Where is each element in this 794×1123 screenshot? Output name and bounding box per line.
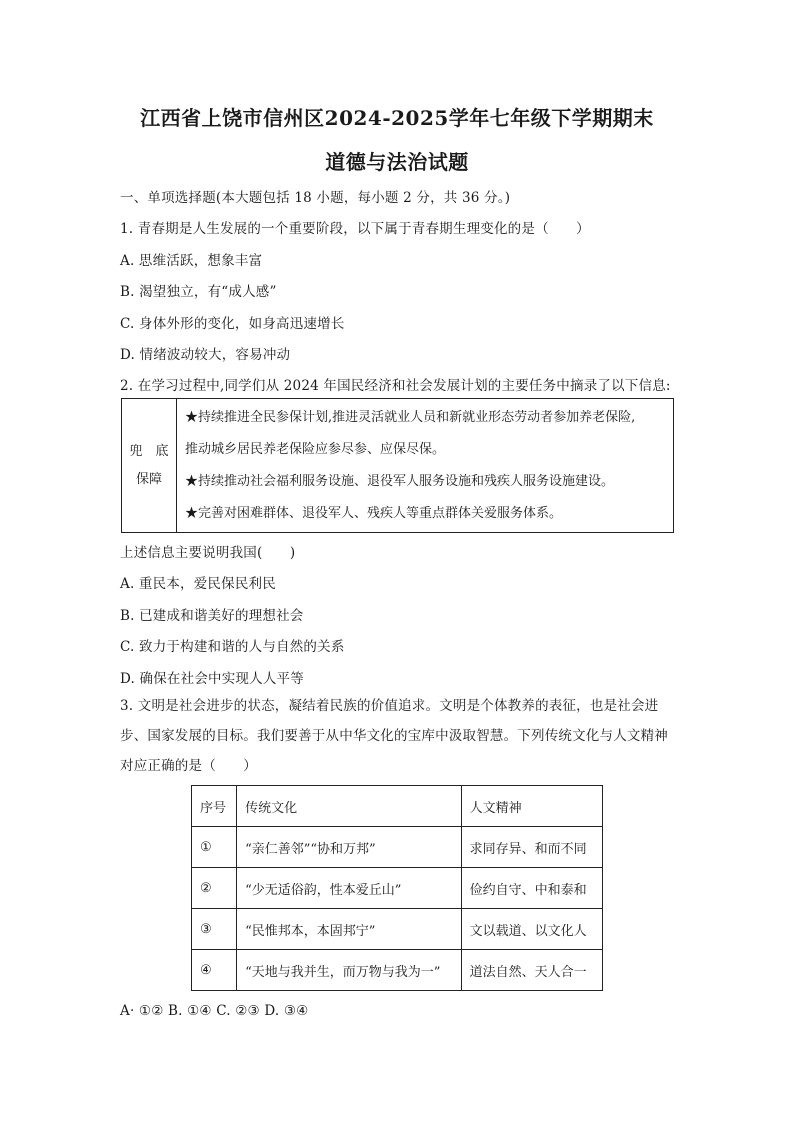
q2-info-line: ★持续推动社会福利服务设施、退役军人服务设施和残疾人服务设施建设。 xyxy=(185,473,615,489)
row-culture: “少无适俗韵，性本爱丘山” xyxy=(237,868,462,909)
header-spirit: 人文精神 xyxy=(461,786,602,827)
q1-option-b: B. 渴望独立，有“成人感” xyxy=(120,284,277,300)
q3-answer-options: A· ①② B. ①④ C. ②③ D. ③④ xyxy=(120,1003,309,1019)
table-row xyxy=(192,827,603,868)
q3-culture-table xyxy=(191,785,603,991)
q2-table-content xyxy=(177,399,674,533)
q2-info-line: ★完善对困难群体、退役军人、残疾人等重点群体关爱服务体系。 xyxy=(185,505,563,521)
q3-stem: 3. 文明是社会进步的状态，凝结着民族的价值追求。文明是个体教养的表征，也是社会进步、国家发展的目标。我们要善于从中华文化的宝库中汲取智慧。下列传统文化与人文精神对应正确的是（ ） xyxy=(120,698,668,774)
q2-prompt: 上述信息主要说明我国( ) xyxy=(120,545,296,561)
table-row xyxy=(192,909,603,950)
table-row xyxy=(192,868,603,909)
row-index: ③ xyxy=(192,909,237,950)
row-spirit: 俭约自守、中和泰和 xyxy=(461,868,602,909)
q2-option-a: A. 重民本，爱民保民利民 xyxy=(120,576,276,592)
q2-stem: 2. 在学习过程中,同学们从 2024 年国民经济和社会发展计划的主要任务中摘录了以下信息: xyxy=(120,378,671,394)
q2-info-line: ★持续推进全民参保计划,推进灵活就业人员和新就业形态劳动者参加养老保险, xyxy=(185,409,636,425)
row-spirit: 求同存异、和而不同 xyxy=(461,827,602,868)
row-spirit: 道法自然、天人合一 xyxy=(461,950,602,991)
row-culture: “亲仁善邻”“协和万邦” xyxy=(237,827,462,868)
q2-table-label xyxy=(122,399,177,533)
table-header-row xyxy=(192,786,603,827)
header-index: 序号 xyxy=(192,786,237,827)
q1-option-a: A. 思维活跃，想象丰富 xyxy=(120,253,263,269)
q2-option-d: D. 确保在社会中实现人人平等 xyxy=(120,671,304,687)
row-spirit: 文以载道、以文化人 xyxy=(461,909,602,950)
q2-info-table xyxy=(121,398,674,533)
q1-option-d: D. 情绪波动较大，容易冲动 xyxy=(120,347,291,363)
q2-option-c: C. 致力于构建和谐的人与自然的关系 xyxy=(120,639,345,655)
header-culture: 传统文化 xyxy=(237,786,462,827)
table-row xyxy=(192,950,603,991)
row-index: ② xyxy=(192,868,237,909)
row-culture: “天地与我并生，而万物与我为一” xyxy=(237,950,462,991)
exam-subtitle: 道德与法治试题 xyxy=(325,150,469,174)
exam-title: 江西省上饶市信州区2024-2025学年七年级下学期期末 xyxy=(140,106,654,130)
q2-label-line1: 兜 底 xyxy=(129,443,169,459)
q1-stem: 1. 青春期是人生发展的一个重要阶段，以下属于青春期生理变化的是（ ） xyxy=(120,221,590,237)
q2-info-line: 推动城乡居民养老保险应参尽参、应保尽保。 xyxy=(185,441,446,457)
q2-option-b: B. 已建成和谐美好的理想社会 xyxy=(120,608,304,624)
row-index: ④ xyxy=(192,950,237,991)
row-culture: “民惟邦本，本固邦宁” xyxy=(237,909,462,950)
q1-option-c: C. 身体外形的变化，如身高迅速增长 xyxy=(120,316,345,332)
section-heading: 一、单项选择题(本大题包括 18 小题，每小题 2 分，共 36 分。) xyxy=(120,190,511,206)
q2-label-line2: 保障 xyxy=(135,471,162,487)
row-index: ① xyxy=(192,827,237,868)
